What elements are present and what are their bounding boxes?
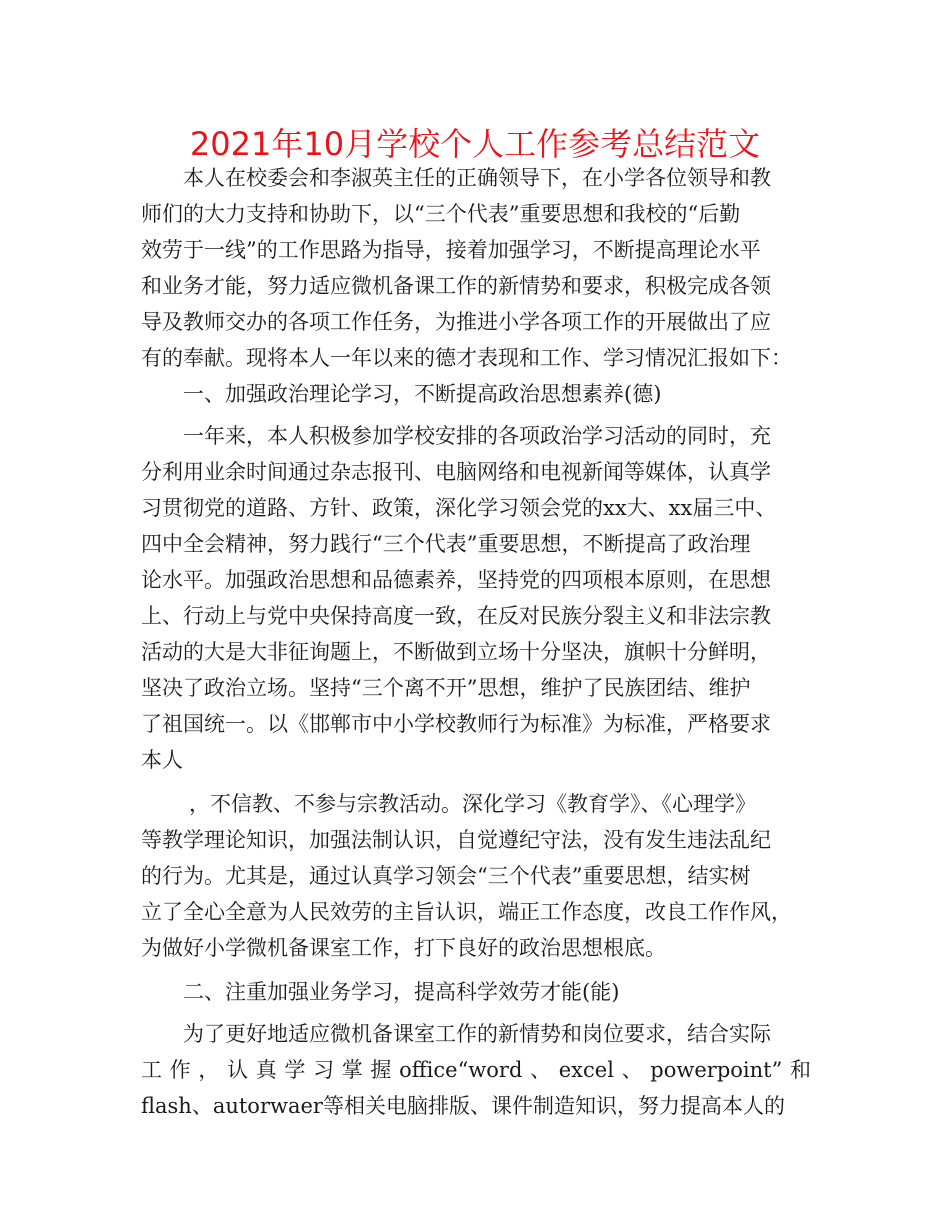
paragraph-line: 的行为。尤其是，通过认真学习领会“三个代表”重要思想，结实树 — [141, 864, 751, 888]
section-heading: 一、加强政治理论学习，不断提高政治思想素养(德) — [183, 382, 662, 406]
paragraph-line: 和业务才能，努力适应微机备课工作的新情势和要求，积极完成各领 — [141, 274, 771, 298]
paragraph-line: 上、行动上与党中央保持高度一致，在反对民族分裂主义和非法宗教 — [141, 604, 771, 628]
paragraph-line: 师们的大力支持和协助下，以“三个代表”重要思想和我校的“后勤 — [141, 202, 741, 226]
paragraph-line: 习贯彻党的道路、方针、政策，深化学习领会党的xx大、xx届三中、 — [141, 496, 777, 520]
paragraph-line: 本人在校委会和李淑英主任的正确领导下，在小学各位领导和教 — [183, 166, 771, 190]
paragraph-line: 本人 — [141, 748, 183, 772]
paragraph-line: 坚决了政治立场。坚持“三个离不开”思想，维护了民族团结、维护 — [141, 676, 751, 700]
paragraph-line: 一年来，本人积极参加学校安排的各项政治学习活动的同时，充 — [183, 424, 771, 448]
paragraph-line: 分利用业余时间通过杂志报刊、电脑网络和电视新闻等媒体，认真学 — [141, 460, 771, 484]
paragraph-line: 导及教师交办的各项工作任务，为推进小学各项工作的开展做出了应 — [141, 310, 771, 334]
section-heading: 二、注重加强业务学习，提高科学效劳才能(能) — [183, 980, 620, 1004]
document-body — [141, 160, 811, 1124]
paragraph-line: 论水平。加强政治思想和品德素养，坚持党的四项根本原则，在思想 — [141, 568, 771, 592]
paragraph-line: 为做好小学微机备课室工作，打下良好的政治思想根底。 — [141, 936, 666, 960]
paragraph-line: flash、autorwaer等相关电脑排版、课件制造知识，努力提高本人的 — [141, 1094, 785, 1118]
paragraph-line: 效劳于一线”的工作思路为指导，接着加强学习，不断提高理论水平 — [141, 238, 761, 262]
paragraph-line: 为了更好地适应微机备课室工作的新情势和岗位要求，结合实际 — [183, 1022, 771, 1046]
paragraph-line: 有的奉献。现将本人一年以来的德才表现和工作、学习情况汇报如下： — [141, 346, 792, 370]
paragraph-line: 四中全会精神，努力践行“三个代表”重要思想，不断提高了政治理 — [141, 532, 751, 556]
paragraph-line: ，不信教、不参与宗教活动。深化学习《教育学》、《心理学》 — [189, 792, 756, 816]
paragraph-line: 了祖国统一。以《邯郸市中小学校教师行为标准》为标准，严格要求 — [141, 712, 771, 736]
paragraph-line: 工作，认真学习掌握office“word、excel、powerpoint”和 — [141, 1058, 811, 1082]
document-title: 2021年10月学校个人工作参考总结范文 — [189, 125, 761, 163]
paragraph-line: 活动的大是大非征询题上，不断做到立场十分坚决，旗帜十分鲜明， — [141, 640, 771, 664]
paragraph-line: 等教学理论知识，加强法制认识，自觉遵纪守法，没有发生违法乱纪 — [141, 828, 771, 852]
paragraph-line: 立了全心全意为人民效劳的主旨认识，端正工作态度，改良工作作风， — [141, 900, 792, 924]
